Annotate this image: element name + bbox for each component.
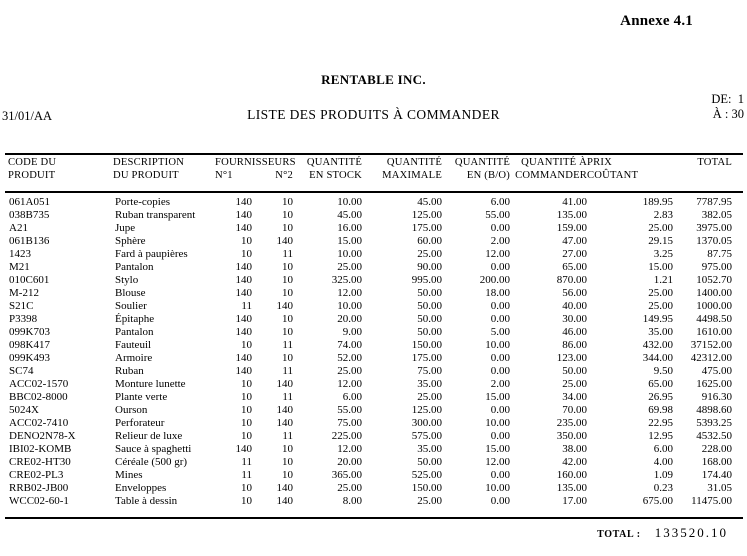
table-cell: 10 [282,222,293,234]
table-cell: 10.00 [485,482,510,494]
table-cell: 0.23 [653,482,673,494]
table-cell: 6.00 [342,391,362,403]
col-header-fournisseurs: FOURNISSEURS [215,157,296,168]
table-cell: WCC02-60-1 [9,495,69,507]
table-cell: 11 [241,469,252,481]
table-cell: Mines [115,469,143,481]
table-cell: 34.00 [562,391,587,403]
table-cell: 1610.00 [696,326,732,338]
table-cell: 1625.00 [696,378,732,390]
table-cell: 8.00 [342,495,362,507]
table-cell: 10 [282,352,293,364]
table-cell: SC74 [9,365,34,377]
table-cell: 47.00 [562,235,587,247]
table-row [8,482,732,495]
table-cell: 140 [235,313,252,325]
table-cell: 35.00 [417,443,442,455]
company-name: RENTABLE INC. [321,72,426,87]
table-cell: 40.00 [562,300,587,312]
table-cell: 870.00 [556,274,587,286]
table-cell: Soulier [115,300,147,312]
table-cell: Enveloppes [115,482,167,494]
table-cell: Fard à paupières [115,248,188,260]
table-row [8,469,732,482]
table-cell: 995.00 [411,274,442,286]
table-row [8,274,732,287]
table-cell: 140 [235,274,252,286]
table-cell: 061B136 [9,235,50,247]
table-cell: 4498.50 [696,313,732,325]
table-cell: Porte-copies [115,196,170,208]
table-cell: 159.00 [556,222,587,234]
table-cell: 25.00 [337,365,362,377]
table-cell: 135.00 [556,482,587,494]
table-cell: 10 [241,391,252,403]
table-cell: 228.00 [701,443,732,455]
table-row [8,339,732,352]
table-cell: 15.00 [648,261,673,273]
table-cell: M21 [9,261,30,273]
col-header-max-line2: MAXIMALE [382,170,443,181]
table-cell: 140 [276,417,293,429]
table-cell: 15.00 [485,443,510,455]
table-row [8,443,732,456]
table-cell: 2.00 [490,235,510,247]
table-cell: 140 [235,209,252,221]
table-cell: 10 [241,339,252,351]
table-cell: 10 [241,417,252,429]
table-cell: 2.83 [653,209,673,221]
table-row [8,404,732,417]
table-cell: 25.00 [648,300,673,312]
table-cell: CRE02-PL3 [9,469,64,481]
table-cell: 175.00 [411,352,442,364]
table-cell: Blouse [115,287,146,299]
table-cell: 140 [235,222,252,234]
table-cell: 0.00 [490,313,510,325]
table-cell: 30.00 [562,313,587,325]
table-cell: 140 [276,378,293,390]
table-cell: 90.00 [417,261,442,273]
table-cell: 52.00 [337,352,362,364]
table-row [8,300,732,313]
table-cell: Jupe [115,222,136,234]
col-header-fournisseur-n1: N°1 [215,170,233,181]
table-cell: 10 [282,209,293,221]
table-cell: 1052.70 [696,274,732,286]
table-cell: 75.00 [417,365,442,377]
table-cell: 010C601 [9,274,50,286]
table-cell: 15.00 [337,235,362,247]
table-row [8,222,732,235]
table-cell: M-212 [9,287,39,299]
page-to-label: À : 30 [712,107,744,121]
table-cell: 225.00 [331,430,362,442]
report-date: 31/01/AA [2,109,52,123]
table-cell: 41.00 [562,196,587,208]
table-cell: Ourson [115,404,148,416]
table-row [8,495,732,508]
col-header-fournisseur-n2: N°2 [275,170,294,181]
table-cell: 140 [276,235,293,247]
table-cell: 10 [241,248,252,260]
table-cell: 50.00 [562,365,587,377]
table-cell: Plante verte [115,391,168,403]
table-cell: 0.00 [490,222,510,234]
table-cell: 0.00 [490,469,510,481]
table-cell: 10 [282,326,293,338]
table-cell: 75.00 [337,417,362,429]
table-cell: 1000.00 [696,300,732,312]
col-header-prix-line2: COÛTANT [587,170,639,181]
table-cell: Fauteuil [115,339,152,351]
table-cell: 15.00 [485,391,510,403]
table-cell: 10 [241,378,252,390]
annexe-label: Annexe 4.1 [620,13,693,29]
table-cell: 25.00 [417,248,442,260]
table-cell: 916.30 [701,391,732,403]
table-cell: 11 [241,300,252,312]
table-cell: 300.00 [411,417,442,429]
table-cell: 0.00 [490,261,510,273]
table-cell: 11 [282,365,293,377]
table-cell: 50.00 [417,313,442,325]
table-cell: Table à dessin [115,495,178,507]
table-cell: 9.50 [653,365,673,377]
table-row [8,235,732,248]
table-cell: ACC02-7410 [9,417,69,429]
table-cell: 350.00 [556,430,587,442]
table-cell: 25.00 [562,378,587,390]
table-cell: 12.00 [337,443,362,455]
table-cell: 10 [241,430,252,442]
table-cell: 10 [282,261,293,273]
table-cell: Perforateur [115,417,165,429]
table-cell: 27.00 [562,248,587,260]
table-cell: 10 [241,404,252,416]
col-header-code-line2: PRODUIT [8,170,56,181]
table-cell: 38.00 [562,443,587,455]
table-row [8,378,732,391]
table-cell: P3398 [9,313,38,325]
table-cell: 099K703 [9,326,50,338]
table-row [8,430,732,443]
table-cell: 1.09 [653,469,673,481]
table-cell: Sauce à spaghetti [115,443,192,455]
table-cell: 42312.00 [690,352,732,364]
table-cell: 0.00 [490,352,510,364]
table-cell: 25.00 [417,495,442,507]
col-header-stock-line2: EN STOCK [309,170,363,181]
table-cell: 16.00 [337,222,362,234]
table-cell: 168.00 [701,456,732,468]
table-cell: 0.00 [490,430,510,442]
table-cell: 2.00 [490,378,510,390]
table-cell: Céréale (500 gr) [115,456,188,468]
total-value: 133520.10 [654,525,728,540]
table-cell: 160.00 [556,469,587,481]
table-cell: 12.00 [337,378,362,390]
table-cell: 12.00 [485,456,510,468]
table-body [8,196,732,508]
col-header-backorder: QUANTITÉ [454,157,511,168]
table-cell: 11 [241,456,252,468]
table-cell: 150.00 [411,339,442,351]
table-cell: 25.00 [337,482,362,494]
table-cell: 50.00 [417,300,442,312]
table-cell: 0.00 [490,404,510,416]
table-row [8,287,732,300]
table-cell: 140 [276,495,293,507]
table-cell: 20.00 [337,456,362,468]
table-cell: 140 [235,261,252,273]
table-cell: 575.00 [411,430,442,442]
table-cell: 55.00 [337,404,362,416]
table-cell: 525.00 [411,469,442,481]
table-cell: 1.21 [653,274,673,286]
col-header-total: TOTAL [697,157,733,168]
table-cell: 175.00 [411,222,442,234]
table-row [8,456,732,469]
table-cell: Armoire [115,352,153,364]
table-cell: 87.75 [707,248,732,260]
table-row [8,196,732,209]
table-cell: 1370.05 [696,235,732,247]
table-cell: Relieur de luxe [115,430,183,442]
table-cell: 11475.00 [691,495,732,507]
table-bottom-rule [5,517,743,519]
table-cell: 11 [282,391,293,403]
table-cell: 35.00 [648,326,673,338]
table-cell: 74.00 [337,339,362,351]
col-header-prix: PRIX [587,157,612,168]
col-header-backorder-line2: EN (B/O) [466,170,511,181]
table-cell: 140 [276,300,293,312]
col-header-description: DESCRIPTION [113,157,185,168]
table-cell: 140 [276,482,293,494]
table-cell: 18.00 [485,287,510,299]
table-cell: 65.00 [562,261,587,273]
table-cell: 10 [282,274,293,286]
table-cell: 60.00 [417,235,442,247]
table-row [8,391,732,404]
table-cell: 10 [282,443,293,455]
table-cell: 140 [235,326,252,338]
table-row [8,313,732,326]
table-cell: 7787.95 [696,196,732,208]
table-cell: Ruban transparent [115,209,196,221]
table-cell: 10 [282,313,293,325]
table-cell: 140 [235,196,252,208]
table-cell: A21 [9,222,28,234]
table-cell: 20.00 [337,313,362,325]
table-cell: 10.00 [337,248,362,260]
table-cell: 70.00 [562,404,587,416]
table-cell: 25.00 [648,287,673,299]
page-from-label: DE: 1 [711,92,744,106]
table-cell: 10 [282,196,293,208]
table-cell: 0.00 [490,300,510,312]
table-cell: 038B735 [9,209,50,221]
table-cell: 4898.60 [696,404,732,416]
table-cell: 9.00 [342,326,362,338]
table-cell: 140 [235,365,252,377]
table-cell: 35.00 [417,378,442,390]
col-header-max: QUANTITÉ [386,157,443,168]
table-cell: 4.00 [653,456,673,468]
table-cell: 45.00 [337,209,362,221]
table-cell: 140 [235,443,252,455]
table-cell: 5.00 [490,326,510,338]
table-cell: 189.95 [642,196,673,208]
page-title: LISTE DES PRODUITS À COMMANDER [247,107,500,122]
table-top-rule [5,153,743,155]
table-cell: 140 [276,404,293,416]
table-cell: 140 [235,352,252,364]
table-cell: Pantalon [115,326,154,338]
table-cell: Épitaphe [115,313,155,325]
header-row-2 [8,169,732,182]
table-cell: 25.00 [648,222,673,234]
col-header-commander: QUANTITÉ À [521,157,588,168]
table-cell: 0.00 [490,365,510,377]
table-cell: 25.00 [337,261,362,273]
table-cell: 125.00 [411,209,442,221]
table-cell: 22.95 [648,417,673,429]
table-cell: Pantalon [115,261,154,273]
table-cell: 140 [235,287,252,299]
table-row [8,326,732,339]
table-cell: 125.00 [411,404,442,416]
table-cell: 235.00 [556,417,587,429]
table-cell: 10 [241,482,252,494]
table-cell: 12.00 [485,248,510,260]
table-row [8,365,732,378]
header-row-1 [8,156,732,169]
table-cell: 975.00 [701,261,732,273]
table-cell: 11 [282,248,293,260]
table-cell: 0.00 [490,495,510,507]
table-cell: 42.00 [562,456,587,468]
table-row [8,248,732,261]
col-header-stock: QUANTITÉ [306,157,363,168]
table-cell: 5024X [9,404,39,416]
table-cell: 675.00 [642,495,673,507]
table-cell: ACC02-1570 [9,378,69,390]
table-cell: 45.00 [417,196,442,208]
table-cell: 475.00 [701,365,732,377]
table-cell: 6.00 [653,443,673,455]
table-cell: 10 [282,456,293,468]
table-cell: 50.00 [417,287,442,299]
table-cell: 10 [282,287,293,299]
table-cell: 325.00 [331,274,362,286]
table-cell: 69.98 [648,404,673,416]
table-cell: 10 [241,235,252,247]
table-cell: IBI02-KOMB [9,443,72,455]
table-cell: 46.00 [562,326,587,338]
table-cell: 382.05 [701,209,732,221]
col-header-description-line2: DU PRODUIT [113,170,179,181]
table-cell: 149.95 [642,313,673,325]
table-cell: 17.00 [562,495,587,507]
table-cell: Sphère [115,235,146,247]
col-header-commander-line2: COMMANDER [515,170,588,181]
grand-total-row [597,525,728,541]
table-cell: 061A051 [9,196,50,208]
table-cell: Monture lunette [115,378,186,390]
table-cell: 123.00 [556,352,587,364]
table-cell: 37152.00 [690,339,732,351]
table-cell: 150.00 [411,482,442,494]
table-cell: 344.00 [642,352,673,364]
table-cell: RRB02-JB00 [9,482,69,494]
table-cell: 26.95 [648,391,673,403]
table-cell: 10 [282,469,293,481]
table-cell: 3975.00 [696,222,732,234]
table-cell: DENO2N78-X [9,430,76,442]
table-cell: 174.40 [701,469,732,481]
table-cell: 200.00 [479,274,510,286]
table-cell: 10 [241,495,252,507]
table-cell: 86.00 [562,339,587,351]
table-cell: CRE02-HT30 [9,456,71,468]
table-cell: BBC02-8000 [9,391,68,403]
table-cell: 4532.50 [696,430,732,442]
table-cell: 11 [282,430,293,442]
table-cell: 10.00 [337,196,362,208]
table-cell: 098K417 [9,339,50,351]
table-row [8,209,732,222]
table-cell: Ruban [115,365,144,377]
table-cell: 25.00 [417,391,442,403]
table-cell: 65.00 [648,378,673,390]
table-cell: 11 [282,339,293,351]
table-cell: 50.00 [417,326,442,338]
table-cell: 5393.25 [696,417,732,429]
table-cell: 29.15 [648,235,673,247]
col-header-empty [673,169,732,182]
table-cell: 3.25 [653,248,673,260]
total-label: TOTAL : [597,529,641,540]
table-cell: S21C [9,300,34,312]
table-cell: 1423 [9,248,31,260]
col-header-code: CODE DU [8,157,57,168]
table-cell: 50.00 [417,456,442,468]
table-cell: 55.00 [485,209,510,221]
table-cell: Stylo [115,274,139,286]
header-separator-rule [5,191,743,193]
table-cell: 31.05 [707,482,732,494]
table-row [8,352,732,365]
table-row [8,261,732,274]
table-cell: 10.00 [485,339,510,351]
table-cell: 10.00 [337,300,362,312]
table-cell: 099K493 [9,352,50,364]
table-cell: 12.00 [337,287,362,299]
table-cell: 135.00 [556,209,587,221]
table-cell: 12.95 [648,430,673,442]
table-row [8,417,732,430]
table-header [8,156,732,182]
table-cell: 432.00 [642,339,673,351]
table-cell: 6.00 [490,196,510,208]
table-cell: 1400.00 [696,287,732,299]
table-cell: 10.00 [485,417,510,429]
table-cell: 56.00 [562,287,587,299]
table-cell: 365.00 [331,469,362,481]
